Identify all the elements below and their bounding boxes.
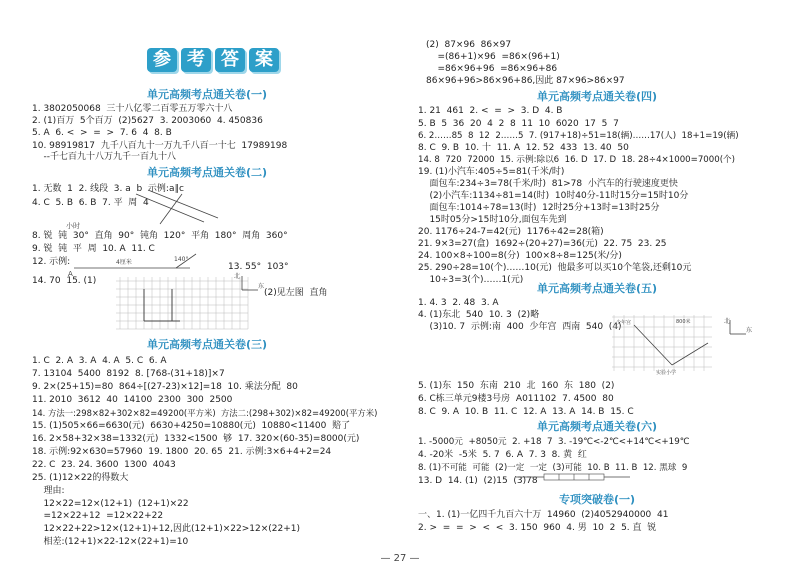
answer-line: 1. 无数 1 2. 线段 3. a b 示例:a∥c bbox=[32, 184, 184, 194]
figure-label: 北 bbox=[724, 318, 731, 325]
answer-line: 8. C 9. B 10. 十 11. A 12. 52 433 13. 40 50 bbox=[418, 143, 629, 153]
number-line-figure bbox=[514, 469, 634, 483]
answer-line: 8. C 9. A 10. B 11. C 12. A 13. A 14. B 15. C bbox=[418, 407, 634, 417]
right-column bbox=[414, 0, 780, 570]
answer-line: 1. C 2. A 3. A 4. A 5. C 6. A bbox=[32, 356, 167, 366]
answer-line: 7. 13104 5400 8192 8. [768-(31+18)]×7 bbox=[32, 369, 225, 379]
answer-line: 5. B 5 36 20 4 2 8 11 10 6020 17 5 7 bbox=[418, 119, 619, 129]
answer-line: 25. 290÷28=10(个)……10(元) 他最多可以买10个笔袋,还剩10元 bbox=[418, 263, 692, 273]
answer-line: 19. (1)小汽车:405÷5=81(千米/时) bbox=[418, 167, 565, 177]
answer-line: 13. D 14. (1) (2)15 (3)78 bbox=[418, 476, 538, 486]
title-char: 考 bbox=[181, 48, 211, 72]
answer-line: 相差:(12+1)×22-12×(22+1)=10 bbox=[32, 537, 189, 547]
hour-label-figure bbox=[64, 218, 124, 232]
section-title: 单元高频考点通关卷(一) bbox=[146, 88, 268, 101]
answer-line: 10. 98919817 九千八百九十一万九千八百一十七 17989198 bbox=[32, 141, 288, 151]
figure-label: 东 bbox=[746, 327, 753, 334]
answer-line: 5. (1)东 150 东南 210 北 160 东 180 (2) bbox=[418, 381, 615, 391]
answer-line: 12×22+22>12×(12+1)+12,因此(12+1)×22>12×(22+1) bbox=[32, 524, 301, 534]
answer-line: =(86+1)×96 =86×(96+1) bbox=[426, 52, 560, 62]
title-char: 参 bbox=[147, 48, 177, 72]
answer-title bbox=[147, 48, 299, 74]
answer-line: 理由: bbox=[32, 486, 65, 496]
figure-label: 实验小学 bbox=[656, 370, 677, 376]
answer-line: 10÷3=3(个)……1(元) bbox=[418, 275, 524, 285]
figure-label: 小时 bbox=[66, 222, 80, 230]
answer-line: 13. 55° 103° bbox=[228, 262, 289, 272]
answer-line: 面包车:234÷3=78(千米/时) 81>78 小汽车的行驶速度更快 bbox=[418, 179, 678, 189]
parallel-lines-figure bbox=[134, 188, 224, 228]
answer-line: 1. -5000元 +8050元 2. +18 7 3. -19℃<-2℃<+14℃<+19℃ bbox=[418, 437, 690, 447]
answer-line: 8. 锐 钝 30° 直角 90° 钝角 120° 平角 180° 周角 360° bbox=[32, 231, 288, 241]
map-grid-figure bbox=[612, 315, 716, 377]
page-number: — 27 — bbox=[380, 553, 420, 564]
title-char: 答 bbox=[215, 48, 245, 72]
answer-line: 4. (1)东北 540 10. 3 (2)略 bbox=[418, 310, 540, 320]
answer-line: 2. (1)百万 5个百万 (2)5627 3. 2003060 4. 450836 bbox=[32, 116, 263, 126]
answer-line: 2. > = = > < < 3. 150 960 4. 男 10 2 5. 直 锐 bbox=[418, 523, 657, 533]
answer-line: (2) 87×96 86×97 bbox=[426, 40, 512, 50]
answer-line: 9. 锐 钝 平 周 10. A 11. C bbox=[32, 244, 155, 254]
answer-line: 86×96+96>86×96+86,因此 87×96>86×97 bbox=[426, 76, 625, 86]
section-title: 单元高频考点通关卷(三) bbox=[146, 338, 268, 351]
answer-line: --千七百九十八万九千一百九十八 bbox=[32, 152, 176, 162]
answer-line: (2)见左图 直角 bbox=[264, 288, 328, 298]
answer-line: 1. 3802050068 三十八亿零二百零五万零六十八 bbox=[32, 104, 233, 114]
answer-line: 面包车:1014÷78=13(时) 12时25分+13时=13时25分 bbox=[418, 203, 660, 213]
section-title: 单元高频考点通关卷(四) bbox=[536, 90, 658, 103]
answer-line: 22. C 23. 24. 3600 1300 4043 bbox=[32, 460, 176, 470]
section-title: 单元高频考点通关卷(六) bbox=[536, 420, 658, 433]
answer-line: 20. 1176÷24-7=42(元) 1176÷42=28(箱) bbox=[418, 227, 604, 237]
section-title: 单元高频考点通关卷(五) bbox=[536, 282, 658, 295]
answer-line: 6. 2……85 8 12 2……5 7. (917+18)÷51=18(辆)……17(人) 18+1=19(辆) bbox=[418, 131, 739, 141]
section-title: 单元高频考点通关卷(二) bbox=[146, 166, 268, 179]
answer-line: 4. C 5. B 6. B 7. 平 周 4 bbox=[32, 198, 149, 208]
answer-line: 12×22=12×(12+1) (12+1)×22 bbox=[32, 499, 189, 509]
answer-line: (2)小汽车:1134÷81=14(时) 10时40分-11时15分=15时10分 bbox=[418, 191, 689, 201]
answer-line: 8. (1)不可能 可能 (2)一定 一定 (3)可能 10. B 11. B 12. 黑球 9 bbox=[418, 463, 688, 473]
answer-line: 5. A 6. < > = > 7. 6 4 8. B bbox=[32, 128, 172, 138]
answer-line: 16. 2×58+32×38=1332(元) 1332<1500 够 17. 320×(60-35)=8000(元) bbox=[32, 434, 360, 444]
answer-line: 14. 方法一:298×82+302×82=49200(平方米) 方法二:(298+302)×82=49200(平方米) bbox=[32, 408, 378, 418]
answer-line: 15时05分>15时10分,面包车先到 bbox=[418, 215, 567, 225]
figure-label: 少年宫 bbox=[616, 320, 632, 326]
answer-line: 一、1. (1)一亿四千九百六十万 14960 (2)4052940000 41 bbox=[418, 510, 669, 520]
answer-line: 18. 示例:92×630=57960 19. 1800 20. 65 21. 示例:3×6+4+2=24 bbox=[32, 447, 332, 457]
answer-line: =86×96+96 =86×96+86 bbox=[426, 64, 558, 74]
answer-line: 21. 9×3=27(盒) 1692÷(20+27)=36(元) 22. 75 23. 25 bbox=[418, 239, 667, 249]
answer-line: 25. (1)12×22的得数大 bbox=[32, 473, 129, 483]
figure-label: 东 bbox=[258, 283, 265, 290]
figure-label: 140° bbox=[174, 256, 189, 263]
title-char: 案 bbox=[249, 48, 279, 72]
answer-line: 6. C栋三单元9楼3号房 A011102 7. 4500 80 bbox=[418, 394, 614, 404]
answer-line: 1. 4. 3 2. 48 3. A bbox=[418, 298, 499, 308]
left-column bbox=[24, 0, 390, 570]
figure-label: A bbox=[68, 270, 73, 278]
answer-line: 15. (1)505×66=6630(元) 6630+4250=10880(元) 10880<11400 赔了 bbox=[32, 421, 351, 431]
compass-figure bbox=[722, 316, 756, 338]
section-title: 专项突破卷(一) bbox=[558, 493, 636, 506]
answer-line: 12. 示例: bbox=[32, 257, 71, 267]
answer-line: 11. 2010 3612 40 14100 2300 300 2500 bbox=[32, 395, 233, 405]
figure-label: 北 bbox=[234, 273, 241, 280]
answer-line: 9. 2×(25+15)=80 864÷[(27-23)×12]=18 10. 乘法分配 80 bbox=[32, 382, 298, 392]
answer-line: (3)10. 7 示例:南 400 少年宫 西南 540 (4) bbox=[418, 322, 622, 332]
answer-line: =12×22+12 =12×22+22 bbox=[32, 511, 164, 521]
angle-drawing-figure bbox=[66, 252, 206, 278]
figure-label: 800米 bbox=[676, 319, 691, 325]
compass-figure bbox=[232, 270, 266, 294]
answer-line: 14. 70 15. (1) bbox=[32, 276, 97, 286]
answer-line: 1. 21 461 2. < = > 3. D 4. B bbox=[418, 106, 563, 116]
answer-line: 24. 100×8÷100=8(分) 100×8÷8=125(米/分) bbox=[418, 251, 622, 261]
figure-label: 4厘米 bbox=[116, 259, 132, 266]
answer-line: 4. -20米 -5米 5. 7 6. A 7. 3 8. 黄 红 bbox=[418, 450, 587, 460]
answer-line: 14. 8 720 72000 15. 示例:除以6 16. D 17. D 18. 28÷4×1000=7000(个) bbox=[418, 155, 735, 165]
